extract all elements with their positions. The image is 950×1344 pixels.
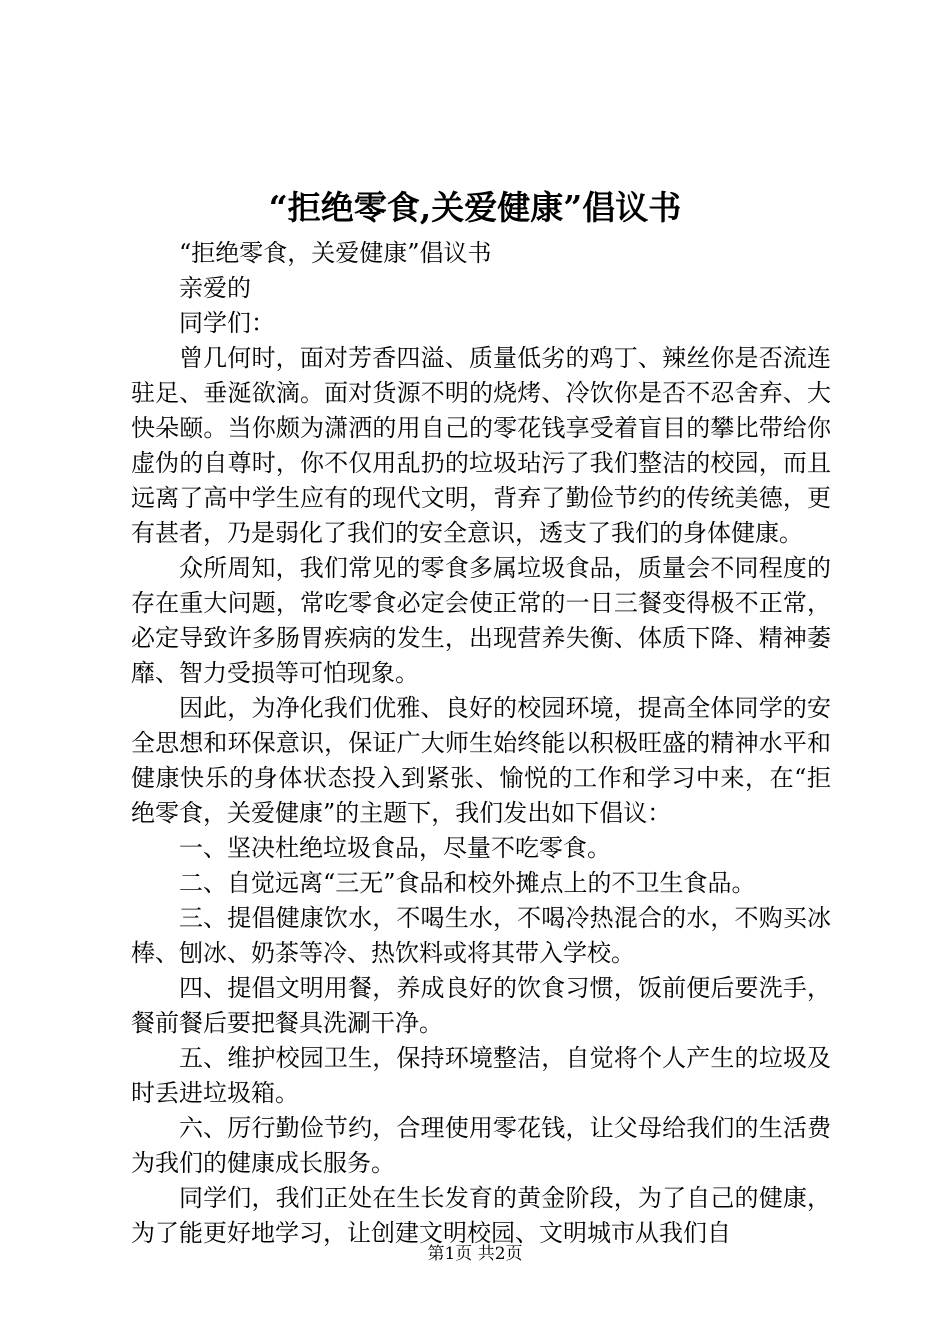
proposal-item: 二、自觉远离“三无”食品和校外摊点上的不卫生食品。: [179, 869, 756, 897]
body-paragraph: 因此，为净化我们优雅、良好的校园环境，提高全体同学的安全思想和环保意识，保证广大师生始终能以积极旺盛的精神水平和健康快乐的身体状态投入到紧张、愉悦的工作和学习中来，在“拒绝零食，关爱健康”的主题下，我们发出如下倡议：: [131, 694, 831, 827]
document-body: [131, 236, 831, 1251]
salutation-line: 亲爱的: [179, 274, 251, 302]
body-paragraph: 同学们，我们正处在生长发育的黄金阶段，为了自己的健康，为了能更好地学习，让创建文明校园、文明城市从我们自: [131, 1184, 831, 1247]
page-footer: 第1页 共2页: [427, 1244, 523, 1264]
document-title: “拒绝零食,关爱健康”倡议书: [268, 188, 682, 227]
proposal-item: 六、厉行勤俭节约，合理使用零花钱，让父母给我们的生活费为我们的健康成长服务。: [131, 1114, 831, 1177]
body-paragraph: 曾几何时，面对芳香四溢、质量低劣的鸡丁、辣丝你是否流连驻足、垂涎欲滴。面对货源不明的烧烤、冷饮你是否不忍舍弃、大快朵颐。当你颇为潇洒的用自己的零花钱享受着盲目的攀比带给你虚伪的自尊时，你不仅用乱扔的垃圾玷污了我们整洁的校园，而且远离了高中学生应有的现代文明，背弃了勤俭节约的传统美德，更有甚者，乃是弱化了我们的安全意识，透支了我们的身体健康。: [131, 344, 831, 547]
subtitle-line: “拒绝零食，关爱健康”倡议书: [179, 239, 492, 267]
proposal-item: 三、提倡健康饮水，不喝生水，不喝冷热混合的水，不购买冰棒、刨冰、奶茶等冷、热饮料或将其带入学校。: [131, 904, 831, 967]
proposal-item: 一、坚决杜绝垃圾食品，尽量不吃零食。: [179, 834, 611, 862]
body-paragraph: 众所周知，我们常见的零食多属垃圾食品，质量会不同程度的存在重大问题，常吃零食必定会使正常的一日三餐变得极不正常，必定导致许多肠胃疾病的发生，出现营养失衡、体质下降、精神萎靡、智力受损等可怕现象。: [131, 554, 831, 687]
proposal-item: 五、维护校园卫生，保持环境整洁，自觉将个人产生的垃圾及时丢进垃圾箱。: [131, 1044, 831, 1107]
salutation-line: 同学们：: [179, 309, 275, 337]
proposal-item: 四、提倡文明用餐，养成良好的饮食习惯，饭前便后要洗手，餐前餐后要把餐具洗涮干净。: [131, 974, 831, 1037]
